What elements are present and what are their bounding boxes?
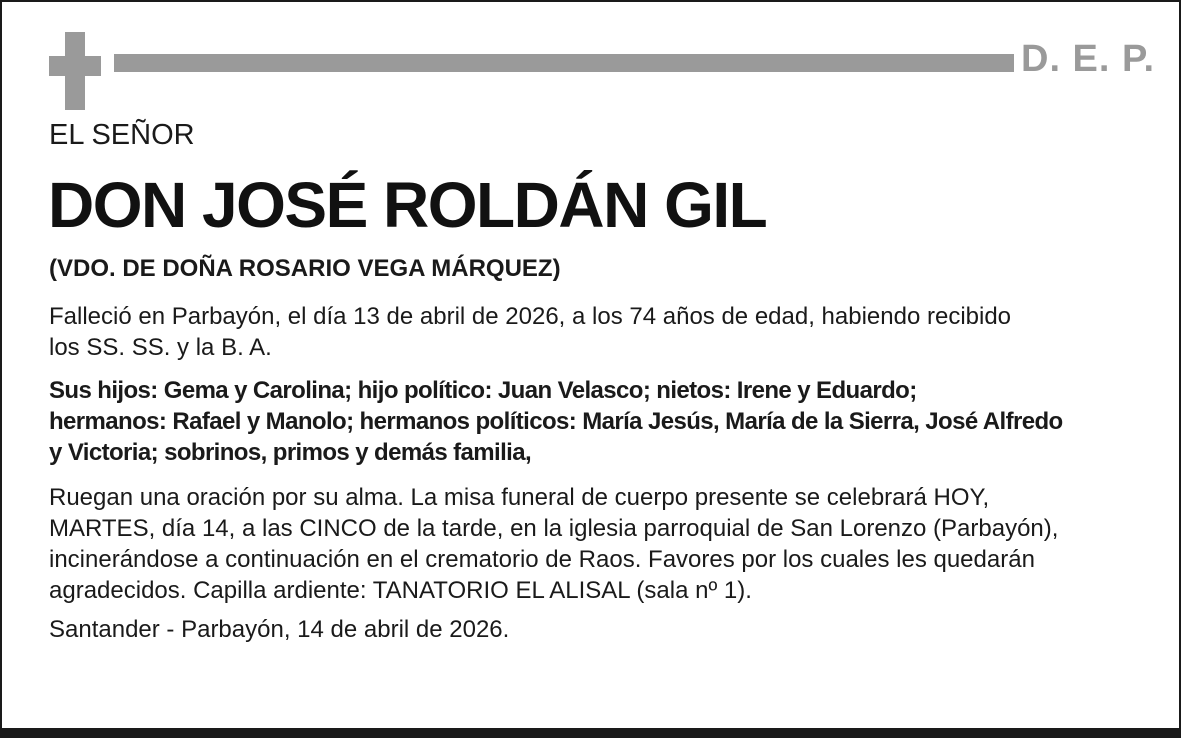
dep-label: D. E. P. (1021, 38, 1156, 80)
intro-title: EL SEÑOR (49, 119, 195, 151)
family-line: hermanos: Rafael y Manolo; hermanos políticos: María Jesús, María de la Sierra, José Alfredo (49, 408, 1063, 435)
mass-line: MARTES, día 14, a las CINCO de la tarde, en la iglesia parroquial de San Lorenzo (Parbayón), (49, 515, 1059, 542)
deceased-name: DON JOSÉ ROLDÁN GIL (48, 169, 767, 241)
mass-line: agradecidos. Capilla ardiente: TANATORIO EL ALISAL (sala nº 1). (49, 577, 752, 604)
mass-line: incinerándose a continuación en el crematorio de Raos. Favores por los cuales les quedarán (49, 546, 1035, 573)
family-line: y Victoria; sobrinos, primos y demás familia, (49, 439, 532, 466)
family-line: Sus hijos: Gema y Carolina; hijo político: Juan Velasco; nietos: Irene y Eduardo; (49, 377, 917, 404)
mass-paragraph (49, 482, 1149, 606)
header-rule (114, 54, 1014, 72)
death-line: Falleció en Parbayón, el día 13 de abril de 2026, a los 74 años de edad, habiendo recibido (49, 303, 1012, 330)
place-date: Santander - Parbayón, 14 de abril de 2026. (49, 616, 510, 643)
family-paragraph (49, 375, 1149, 468)
cross-icon (49, 32, 101, 110)
mass-line: Ruegan una oración por su alma. La misa funeral de cuerpo presente se celebrará HOY, (49, 484, 990, 511)
widower-line: (VDO. DE DOÑA ROSARIO VEGA MÁRQUEZ) (49, 255, 561, 282)
death-paragraph (49, 301, 1149, 363)
death-line: los SS. SS. y la B. A. (49, 334, 272, 361)
